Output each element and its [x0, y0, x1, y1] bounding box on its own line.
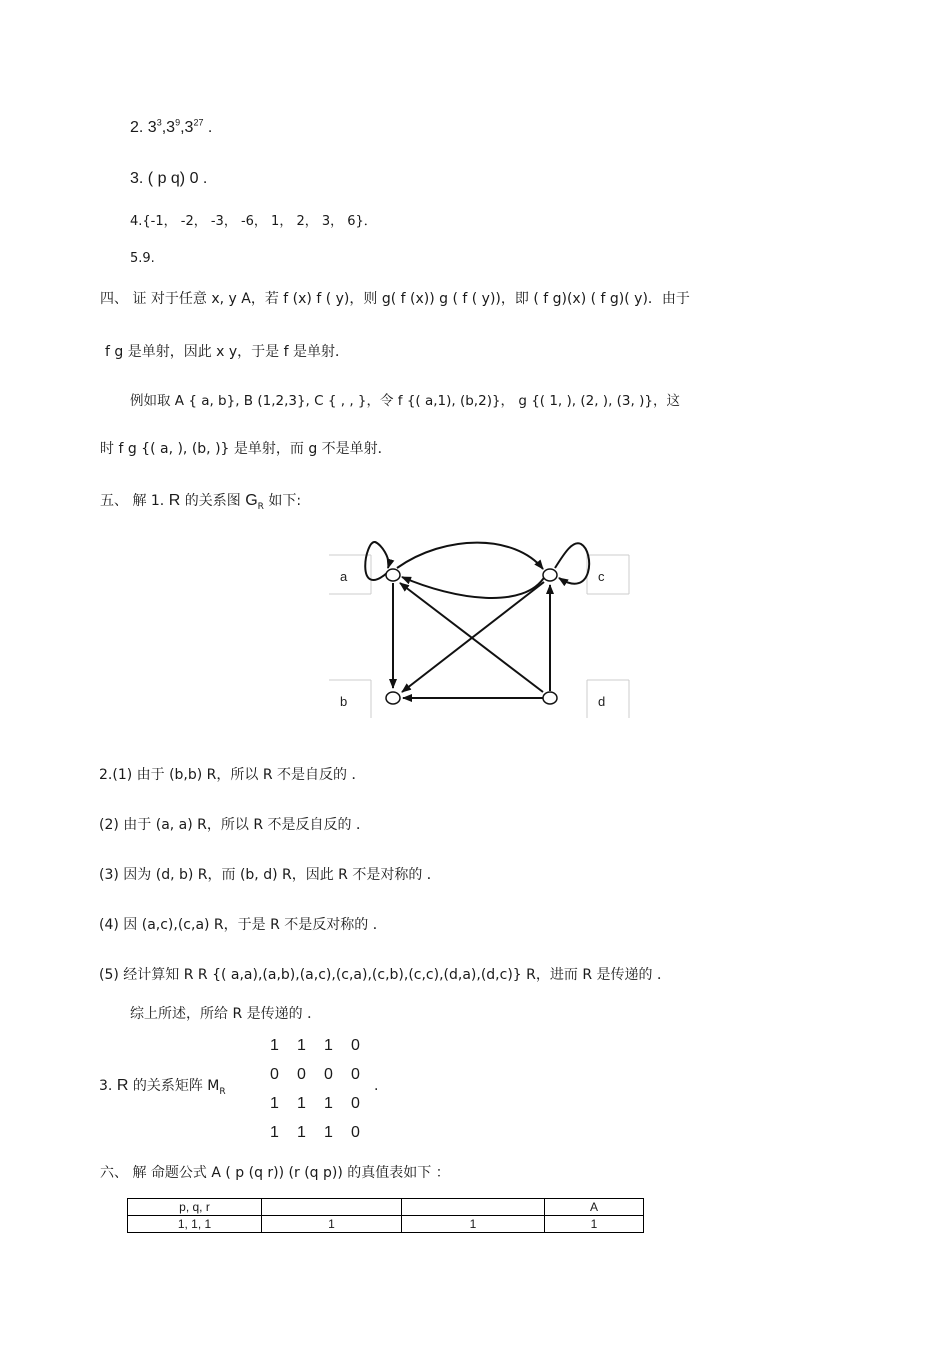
edge-a-a: [365, 542, 388, 580]
property-symmetric: (3) 因为 (d, b) R，而 (b, d) R，因此 R 不是对称的 ．: [99, 867, 441, 883]
heading-suffix: 如下:: [263, 493, 302, 509]
node-d: [543, 692, 557, 704]
matrix-cell: 0: [351, 1037, 360, 1054]
table-row: [128, 1216, 644, 1233]
label-box-c: [587, 555, 629, 594]
node-label-c: c: [598, 569, 605, 584]
property-reflexive: 2.(1) 由于 (b,b) R，所以 R 不是自反的 ．: [99, 767, 366, 783]
separator: ,: [161, 119, 167, 136]
matrix-label-mid: 的关系矩阵 M: [128, 1078, 220, 1094]
power-base: 3: [184, 119, 194, 136]
property-transitive-calc: (5) 经计算知 R R {( a,a),(a,b),(a,c),(c,a),(c,b),(c,c),(d,a),(d,c)} R，进而 R 是传递的 ．: [99, 967, 671, 983]
edge-a-c: [397, 543, 543, 569]
proof-4-line-1: 四、 证 对于任意 x, y A，若 f (x) f ( y)，则 g( f (x)) g ( f ( y))，即 ( f g)(x) ( f g)( y)．由于: [100, 291, 690, 307]
truth-table: [127, 1198, 644, 1233]
separator: ,: [180, 119, 185, 136]
answer-2-suffix: .: [203, 119, 213, 136]
table-cell: 1: [545, 1216, 644, 1233]
relation-matrix: [270, 1036, 378, 1152]
matrix-cell: 1: [270, 1124, 279, 1141]
proof-4-line-2: f g 是单射，因此 x y，于是 f 是单射．: [105, 344, 350, 360]
table-header-cell: [262, 1199, 402, 1216]
heading-prefix: 五、 解 1.: [100, 493, 169, 509]
table-cell: 1: [402, 1216, 545, 1233]
power-exp: 3: [156, 117, 162, 128]
matrix-row: [270, 1036, 378, 1065]
solution-6-line: 六、 解 命题公式 A ( p (q r)) (r (q p)) 的真值表如下 ：: [100, 1165, 450, 1181]
relation-symbol: R: [116, 1077, 129, 1094]
matrix-cell: 0: [351, 1124, 360, 1141]
matrix-cell: 0: [351, 1066, 360, 1083]
answer-4: 4.{-1， -2， -3， -6， 1， 2， 3， 6}．: [130, 214, 377, 229]
matrix-cell: 1: [270, 1095, 279, 1112]
matrix-cell: 1: [297, 1037, 306, 1054]
power-exp: 9: [175, 117, 181, 128]
table-header-cell: [402, 1199, 545, 1216]
matrix-row: [270, 1094, 378, 1123]
edge-c-a: [402, 576, 545, 598]
power-base: 3: [166, 119, 176, 136]
solution-5-heading: [100, 492, 301, 510]
answer-2: [130, 119, 212, 137]
answer-2-prefix: 2.: [130, 119, 148, 136]
matrix-cell: 0: [351, 1095, 360, 1112]
node-label-b: b: [340, 694, 348, 709]
table-cell: 1: [262, 1216, 402, 1233]
matrix-label-prefix: 3.: [99, 1078, 117, 1094]
property-irreflexive: (2) 由于 (a, a) R，所以 R 不是反自反的 ．: [99, 817, 370, 833]
table-header-cell: A: [545, 1199, 644, 1216]
matrix-cell: 1: [297, 1095, 306, 1112]
matrix-cell: 0: [297, 1066, 306, 1083]
answer-5: 5.9.: [130, 251, 155, 266]
node-b: [386, 692, 400, 704]
table-header-cell: p, q, r: [128, 1199, 262, 1216]
power-base: 3: [147, 119, 157, 136]
power-exp: 27: [193, 117, 204, 128]
matrix-row: [270, 1123, 378, 1152]
matrix-subscript: R: [219, 1086, 226, 1097]
relation-graph: [325, 530, 635, 722]
node-c: [543, 569, 557, 581]
matrix-label: [99, 1077, 226, 1095]
truth-table-header: [128, 1199, 644, 1216]
matrix-cell: 1: [324, 1037, 333, 1054]
proof-4-line-3: 例如取 A { a, b}, B (1,2,3}, C { , , }，令 f {( a,1), (b,2)}， g {( 1, ), (2, ), (3, )}，这: [130, 393, 680, 409]
node-label-a: a: [340, 569, 348, 584]
matrix-cell: 1: [270, 1037, 279, 1054]
label-box-d: [587, 680, 629, 718]
matrix-cell: 1: [297, 1124, 306, 1141]
matrix-cell: 1: [324, 1124, 333, 1141]
heading-mid: 的关系图: [180, 493, 246, 509]
graph-subscript: R: [257, 501, 264, 512]
edge-c-c: [555, 543, 589, 583]
answer-3: 3. ( p q) 0 .: [130, 170, 208, 187]
node-label-d: d: [598, 694, 606, 709]
table-cell: 1, 1, 1: [128, 1216, 262, 1233]
matrix-cell: 1: [324, 1095, 333, 1112]
matrix-cell: 0: [324, 1066, 333, 1083]
matrix-row: [270, 1065, 378, 1094]
matrix-cell: 0: [270, 1066, 279, 1083]
property-antisymmetric: (4) 因 (a,c),(c,a) R，于是 R 不是反对称的 ．: [99, 917, 387, 933]
label-box-b: [329, 680, 371, 718]
proof-4-line-4: 时 f g {( a, ), (b, )} 是单射，而 g 不是单射．: [100, 441, 392, 457]
matrix-trailing-period: .: [374, 1078, 379, 1094]
node-a: [386, 569, 400, 581]
relation-symbol: R: [168, 492, 181, 509]
graph-symbol: G: [245, 492, 258, 509]
property-conclusion: 综上所述，所给 R 是传递的 ．: [130, 1006, 322, 1022]
